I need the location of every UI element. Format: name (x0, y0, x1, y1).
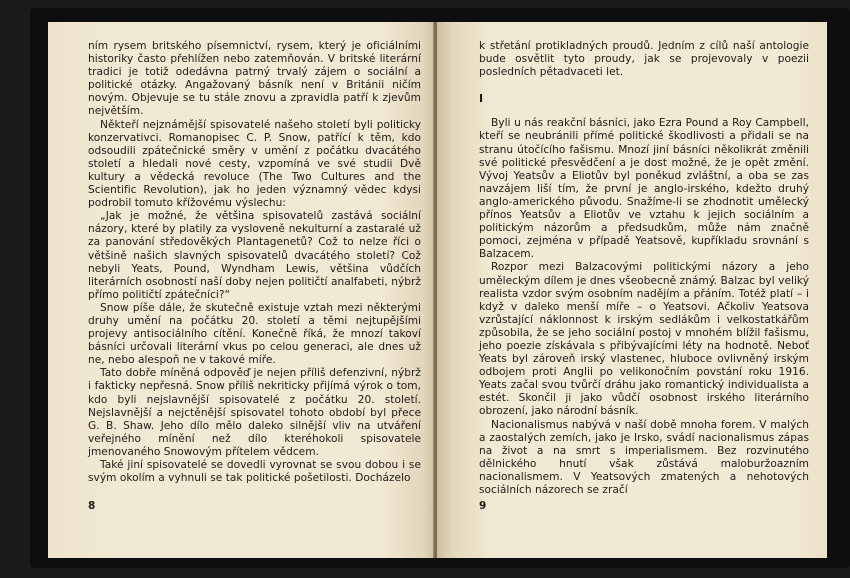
paragraph: Rozpor mezi Balzacovými politickými názory a jeho uměleckým dílem je dnes všeobecně známý. Balzac byl veliký realista vzdor svým osobním nadějím a přáním. Totéž platí – i když v daleko menší míře – o Yeatsovi. Ačkoliv Yeatsova vzrůstající náklonnost k irským sedlákům i velkostatkářům způsobila, že se jeho sociální postoj v mnohém blížil fašismu, jeho poezie získávala s přibývajícími léty na hodnotě. Neboť Yeats byl zároveň irský vlastenec, hluboce ovlivněný irským odbojem proti Anglii po velikonočním povstání roku 1916. Yeats začal svou tvůrčí dráhu jako romantický individualista a estét. Skončil ji jako vůdčí osobnost irského literárního obrození, jako národní básník. (479, 261, 809, 418)
paragraph: Také jiní spisovatelé se dovedli vyrovnat se svou dobou i se svým okolím a vyhnuli se tak politické pošetilosti. Docházelo (88, 459, 421, 485)
right-page-text (479, 40, 809, 497)
paragraph: k střetání protikladných proudů. Jedním z cílů naší antologie bude osvětlit tyto proudy, jak se projevovaly v poezii posledních pětadvaceti let. (479, 40, 809, 79)
paragraph: Tato dobře míněná odpověď je nejen příliš defenzivní, nýbrž i fakticky nepřesná. Snow příliš nekriticky přijímá výrok o tom, kdo byli nejslavnější spisovatelé z počátku 20. století. Nejslavnější a nejctěnější spisovatel tohoto období byl přece G. B. Shaw. Jeho dílo mělo daleko silnější vliv na utváření veřejného mínění než dílo kteréhokoli spisovatele jmenovaného Snowovým přítelem vědcem. (88, 367, 421, 458)
paragraph: ním rysem britského písemnictví, rysem, který je oficiálními historiky často přehlížen nebo zatemňován. V britské literární tradici je totiž odedávna patrný trvalý zájem o sociální a politické otázky. Angažovaný básník není v Británii ničím novým. Objevuje se tu stále znovu a zpravidla patří k zjevům největším. (88, 40, 421, 118)
left-page-text (88, 40, 421, 485)
page-number: 8 (88, 500, 96, 512)
paragraph: „Jak je možné, že většina spisovatelů zastává sociální názory, které by platily za vysloveně nekulturní a zastaralé už za panování středověkých Plantagenetů? Což to nelze říci o většině našich slavných spisovatelů dvacátého století? Což nebyli Yeats, Pound, Wyndham Lewis, většina vůdčích literárních osobností naší doby nejen političtí analfabeti, nýbrž přímo političtí zpátečníci?“ (88, 210, 421, 301)
right-page (437, 22, 827, 558)
section-heading: I (479, 92, 484, 106)
paragraph: Byli u nás reakční básníci, jako Ezra Pound a Roy Campbell, kteří se neubránili přímé politické škodlivosti a přidali se na stranu útočícího fašismu. Mnozí jiní básníci několikrát změnili své politické přesvědčení a je dost možné, že je opět změní. Vývoj Yeatsův a Eliotův byl poněkud zvláštní, a oba se zas navzájem liší tím, že první je anglo-irského, kdežto druhý anglo-amerického původu. Snažíme-li se zhodnotit umělecký přínos Yeatsův a Eliotův ve vztahu k jejich sociálním a politickým názorům a předsudkům, může nám značně pomoci, zejména v případě Yeatsově, kupříkladu srovnání s Balzacem. (479, 117, 809, 261)
paragraph: Nacionalismus nabývá v naší době mnoha forem. V malých a zaostalých zemích, jako je Irsko, svádí nacionalismus zápas na život a na smrt s imperialismem. Bez rozvinutého dělnického hnutí však zůstává maloburžoazním nacionalismem. V Yeatsových zmatených a nehotových sociálních názorech se zračí (479, 418, 809, 496)
left-page (48, 22, 435, 558)
paragraph: Někteří nejznámější spisovatelé našeho století byli politicky konzervativci. Romanopisec C. P. Snow, patřící k těm, kdo odsoudili zpátečnické směry v umění z počátku dvacátého století a hledali nové cesty, vzpomíná ve své studii Dvě kultury a vědecká revoluce (The Two Cultures and the Scientific Revolution), jak ho jeden významný vědec kdysi podrobil tomuto křížovému výslechu: (88, 118, 421, 210)
paragraph: Snow píše dále, že skutečně existuje vztah mezi některými druhy umění na počátku 20. století a těmi nejtupějšími projevy antisociálního cítění. Konečně říká, že mnozí takoví básníci určovali literární vkus po celou generaci, ale dnes už ne, nebo alespoň ne v takové míře. (88, 301, 421, 367)
page-number: 9 (479, 500, 487, 512)
